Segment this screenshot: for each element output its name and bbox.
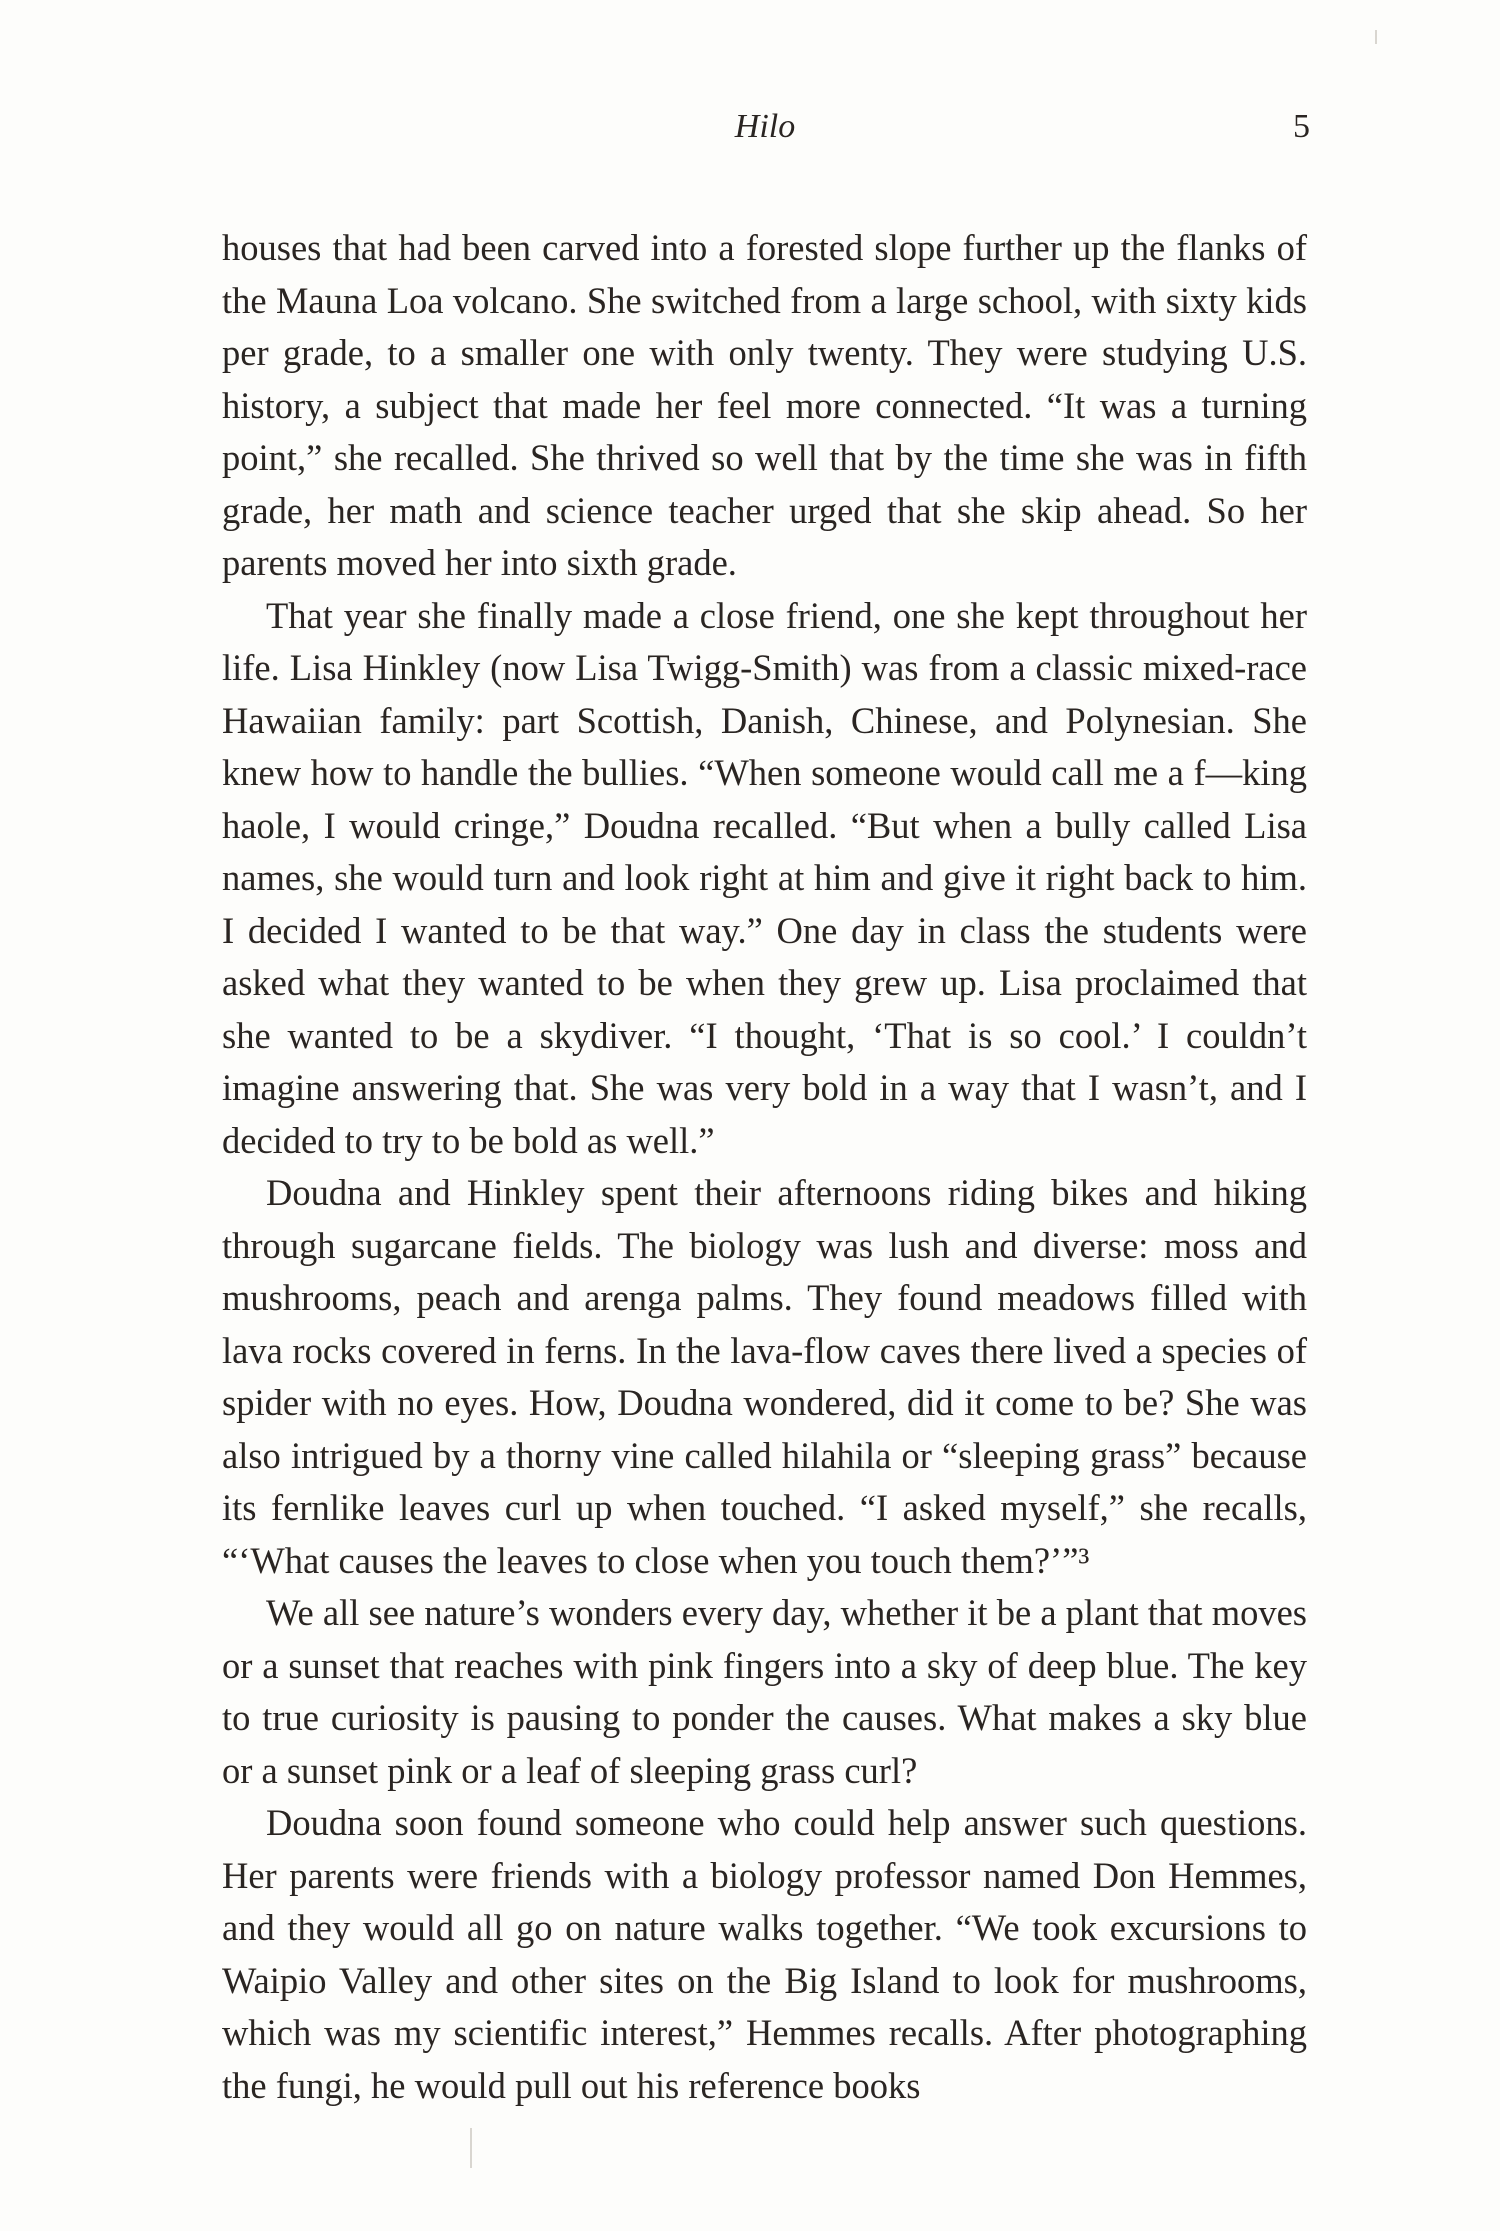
body-text [222, 222, 1307, 2112]
paragraph-continued: houses that had been carved into a forested slope further up the flanks of the Mauna Loa volcano. She switched from a large school, with sixty kids per grade, to a smaller one with only twenty. They were studying U.S. history, a subject that made her feel more connected. “It was a turning point,” she recalled. She thrived so well that by the time she was in fifth grade, her math and science teacher urged that she skip ahead. So her parents moved her into sixth grade. [222, 227, 1307, 583]
page-header [220, 108, 1310, 158]
paragraph: Doudna and Hinkley spent their afternoons riding bikes and hiking through sugarcane fields. The biology was lush and diverse: moss and mushrooms, peach and arenga palms. They found meadows filled with lava rocks covered in ferns. In the lava-flow caves there lived a species of spider with no eyes. How, Doudna wondered, did it come to be? She was also intrigued by a thorny vine called hilahila or “sleeping grass” because its fernlike leaves curl up when touched. “I asked myself,” she recalls, “‘What causes the leaves to close when you touch them?’”³ [222, 1172, 1307, 1581]
scan-mark [1375, 30, 1377, 44]
paragraph: That year she finally made a close friend, one she kept throughout her life. Lisa Hinkley (now Lisa Twigg-Smith) was from a classic mixed-race Hawaiian family: part Scottish, Danish, Chinese, and Polynesian. She knew how to handle the bullies. “When someone would call me a f—king haole, I would cringe,” Doudna recalled. “But when a bully called Lisa names, she would turn and look right at him and give it right back to him. I decided I wanted to be that way.” One day in class the students were asked what they wanted to be when they grew up. Lisa proclaimed that she wanted to be a skydiver. “I thought, ‘That is so cool.’ I couldn’t imagine answering that. She was very bold in a way that I wasn’t, and I decided to try to be bold as well.” [222, 594, 1307, 1161]
paragraph: We all see nature’s wonders every day, whether it be a plant that moves or a sunset that reaches with pink fingers into a sky of deep blue. The key to true curiosity is pausing to ponder the causes. What makes a sky blue or a sunset pink or a leaf of sleeping grass curl? [222, 1592, 1307, 1791]
running-head: Hilo [734, 108, 796, 145]
scan-mark [470, 2128, 472, 2168]
paragraph: Doudna soon found someone who could help answer such questions. Her parents were friends with a biology professor named Don Hemmes, and they would all go on nature walks together. “We took excursions to Waipio Valley and other sites on the Big Island to look for mushrooms, which was my scientific interest,” Hemmes recalls. After photographing the fungi, he would pull out his reference books [222, 1802, 1307, 2106]
page-number: 5 [1293, 108, 1310, 145]
